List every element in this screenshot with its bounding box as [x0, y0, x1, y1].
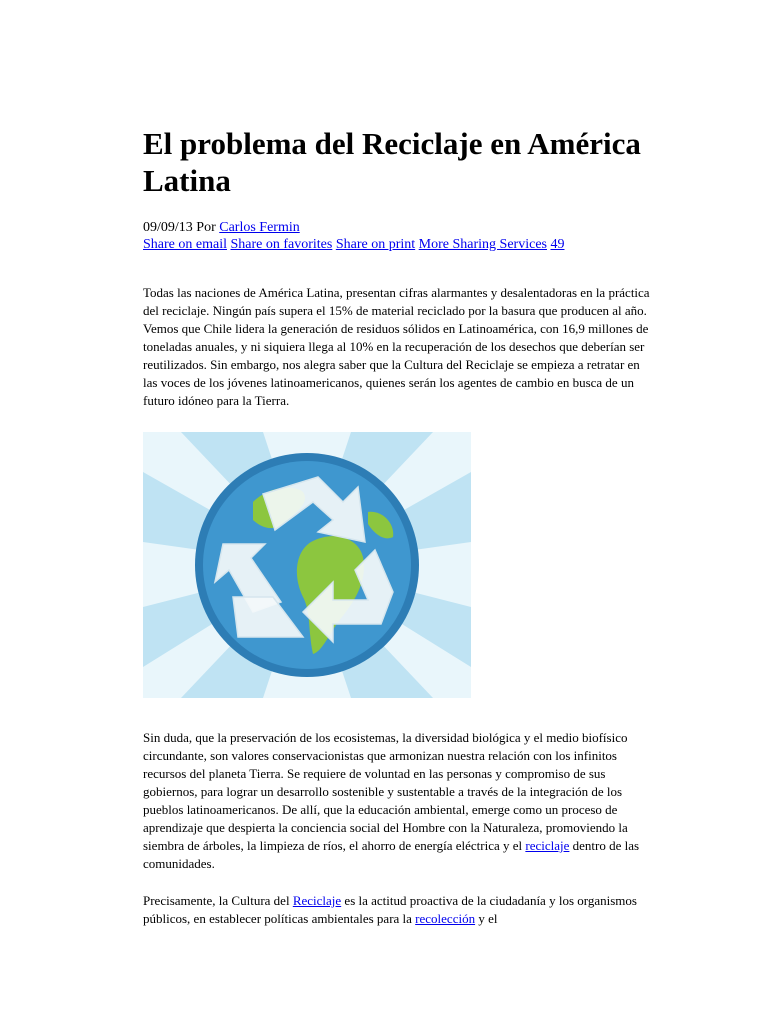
article-date: 09/09/13	[143, 220, 193, 235]
paragraph-2-end: dentro de las comunidades.	[143, 838, 640, 871]
reciclaje-link[interactable]: reciclaje	[525, 838, 570, 853]
paragraph-3-text-2: es la actitud proactiva de la ciudadanía y los organismos públicos, en establecer políticas ambientales para la	[143, 893, 637, 926]
paragraph-2	[143, 729, 653, 873]
article-title: El problema del Reciclaje en América Latina	[143, 126, 641, 198]
paragraph-1: Todas las naciones de América Latina, presentan cifras alarmantes y desalentadoras en la práctica del reciclaje. Ningún país supera el 15% de material reciclado por la basura que producen al año. Vemos que Chile lidera la generación de residuos sólidos en Latinoamérica, con 16,9 millones de toneladas anuales, y ni siquiera llega al 10% en la recuperación de los desechos que deberían ser reutilizados. Sin embargo, nos alegra saber que la Cultura del Reciclaje se empieza a retratar en las voces de los jóvenes latinoamericanos, quienes serán los agentes de cambio en busca de un futuro idóneo para la Tierra.	[143, 285, 650, 408]
article-meta	[143, 219, 300, 236]
paragraph-3-text-3: y el	[478, 911, 498, 926]
author-link[interactable]: Carlos Fermin	[219, 220, 300, 235]
recycling-globe-icon	[143, 432, 471, 698]
more-sharing-link[interactable]: More Sharing Services	[418, 237, 547, 252]
share-print-link[interactable]: Share on print	[335, 237, 416, 252]
recycling-globe-image	[143, 432, 471, 698]
share-favorites-link[interactable]: Share on favorites	[230, 237, 333, 252]
paragraph-2-text: Sin duda, que la preservación de los ecosistemas, la diversidad biológica y el medio biofísico circundante, son valores conservacionistas que armonizan nuestra relación con los infinitos recursos del planeta Tierra. Se requiere de voluntad en las personas y compromiso de sus gobiernos, para lograr un desarrollo sostenible y sustentable a través de la integración de los pueblos latinoamericanos. De allí, que la educación ambiental, emerge como un proceso de aprendizaje que despierta la conciencia social del Hombre con la Naturaleza, promoviendo la siembra de árboles, la limpieza de ríos, el ahorro de energía eléctrica y el	[143, 730, 628, 853]
paragraph-3-text-1: Precisamente, la Cultura del	[143, 893, 290, 908]
by-label: Por	[196, 220, 216, 235]
reciclaje-link-2[interactable]: Reciclaje	[292, 893, 342, 908]
share-bar	[143, 236, 564, 253]
recoleccion-link[interactable]: recolección	[415, 911, 476, 926]
share-count-link[interactable]: 49	[550, 237, 565, 252]
share-email-link[interactable]: Share on email	[143, 237, 227, 252]
paragraph-3	[143, 892, 653, 928]
